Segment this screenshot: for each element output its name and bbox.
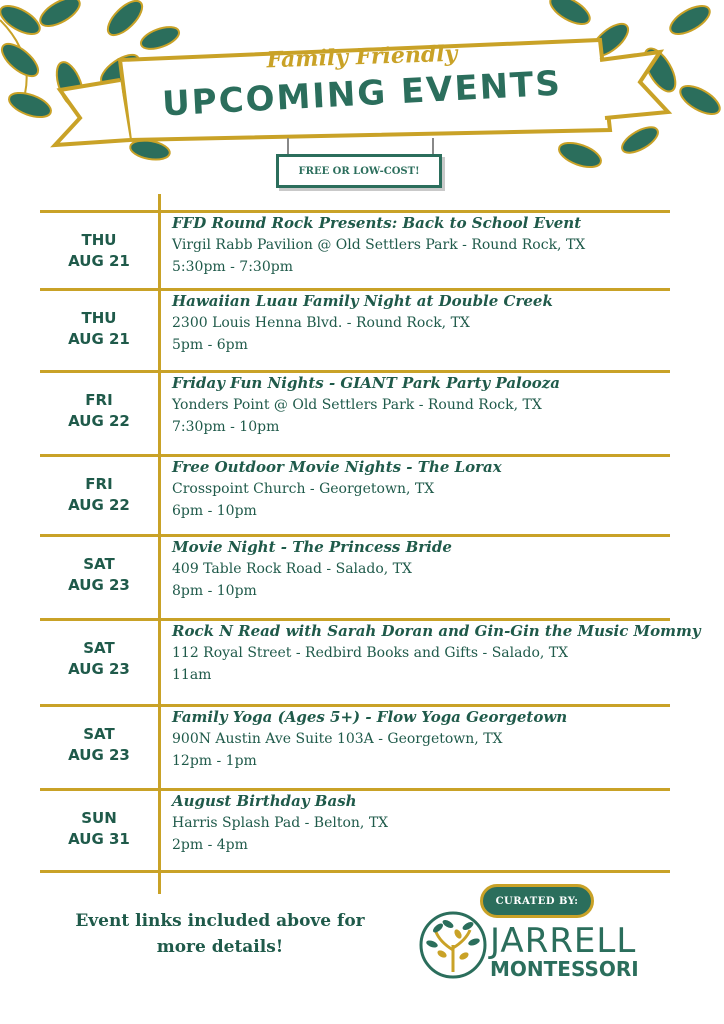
event-location: 2300 Louis Henna Blvd. - Round Rock, TX xyxy=(172,315,470,331)
event-weekday: SAT xyxy=(83,725,115,743)
event-row xyxy=(40,790,670,868)
event-row xyxy=(40,620,701,698)
event-info xyxy=(172,790,670,856)
event-time: 6pm - 10pm xyxy=(172,503,257,519)
event-location: Virgil Rabb Pavilion @ Old Settlers Park - Round Rock, TX xyxy=(172,237,586,253)
event-weekday: FRI xyxy=(85,391,113,409)
event-info xyxy=(172,212,670,278)
header-subtitle: Family Friendly xyxy=(266,40,458,74)
event-month-day: AUG 23 xyxy=(68,576,130,594)
page-title: UPCOMING EVENTS xyxy=(161,63,563,125)
event-row xyxy=(40,706,670,784)
event-date xyxy=(40,724,158,766)
event-title-link[interactable]: Movie Night - The Princess Bride xyxy=(172,538,452,556)
curated-by-badge: CURATED BY: xyxy=(480,884,594,918)
event-row xyxy=(40,212,670,290)
event-time: 11am xyxy=(172,667,212,683)
event-row xyxy=(40,372,670,450)
event-info xyxy=(172,456,670,522)
logo-name-line2: MONTESSORI xyxy=(490,957,639,981)
event-location: Crosspoint Church - Georgetown, TX xyxy=(172,481,435,497)
event-info xyxy=(172,620,701,686)
event-weekday: THU xyxy=(81,231,117,249)
event-weekday: FRI xyxy=(85,475,113,493)
event-date xyxy=(40,638,158,680)
event-title-link[interactable]: Friday Fun Nights - GIANT Park Party Palooza xyxy=(172,374,560,392)
event-month-day: AUG 23 xyxy=(68,746,130,764)
event-month-day: AUG 21 xyxy=(68,252,130,270)
event-title-link[interactable]: Hawaiian Luau Family Night at Double Creek xyxy=(172,292,553,310)
event-month-day: AUG 22 xyxy=(68,412,130,430)
event-info xyxy=(172,372,670,438)
event-date xyxy=(40,230,158,272)
event-month-day: AUG 22 xyxy=(68,496,130,514)
event-month-day: AUG 21 xyxy=(68,330,130,348)
footer-note: Event links included above for more details! xyxy=(75,911,365,957)
event-info xyxy=(172,536,670,602)
event-info xyxy=(172,706,670,772)
event-month-day: AUG 31 xyxy=(68,830,130,848)
logo-name-line1: JARRELL xyxy=(490,921,637,961)
event-title-link[interactable]: Free Outdoor Movie Nights - The Lorax xyxy=(172,458,502,476)
event-location: 900N Austin Ave Suite 103A - Georgetown, TX xyxy=(172,731,503,747)
event-time: 5pm - 6pm xyxy=(172,337,248,353)
event-location: 409 Table Rock Road - Salado, TX xyxy=(172,561,412,577)
event-location: 112 Royal Street - Redbird Books and Gifts - Salado, TX xyxy=(172,645,569,661)
event-time: 2pm - 4pm xyxy=(172,837,248,853)
event-info xyxy=(172,290,670,356)
event-date xyxy=(40,390,158,432)
event-month-day: AUG 23 xyxy=(68,660,130,678)
event-location: Harris Splash Pad - Belton, TX xyxy=(172,815,389,831)
row-divider xyxy=(40,870,670,873)
event-time: 5:30pm - 7:30pm xyxy=(172,259,293,275)
event-time: 7:30pm - 10pm xyxy=(172,419,280,435)
event-row xyxy=(40,536,670,614)
event-row xyxy=(40,456,670,534)
event-location: Yonders Point @ Old Settlers Park - Round Rock, TX xyxy=(172,397,542,413)
event-weekday: SAT xyxy=(83,555,115,573)
event-weekday: SAT xyxy=(83,639,115,657)
tree-logo-icon xyxy=(418,910,488,980)
event-title-link[interactable]: FFD Round Rock Presents: Back to School Event xyxy=(172,214,582,232)
event-weekday: SUN xyxy=(81,809,117,827)
event-date xyxy=(40,474,158,516)
free-low-cost-tag: FREE OR LOW-COST! xyxy=(276,154,442,188)
event-time: 8pm - 10pm xyxy=(172,583,257,599)
event-row xyxy=(40,290,670,368)
event-weekday: THU xyxy=(81,309,117,327)
event-time: 12pm - 1pm xyxy=(172,753,257,769)
event-date xyxy=(40,808,158,850)
event-date xyxy=(40,554,158,596)
event-title-link[interactable]: Rock N Read with Sarah Doran and Gin-Gin the Music Mommy xyxy=(172,622,701,640)
event-title-link[interactable]: Family Yoga (Ages 5+) - Flow Yoga Georgetown xyxy=(172,708,568,726)
event-date xyxy=(40,308,158,350)
event-title-link[interactable]: August Birthday Bash xyxy=(172,792,357,810)
